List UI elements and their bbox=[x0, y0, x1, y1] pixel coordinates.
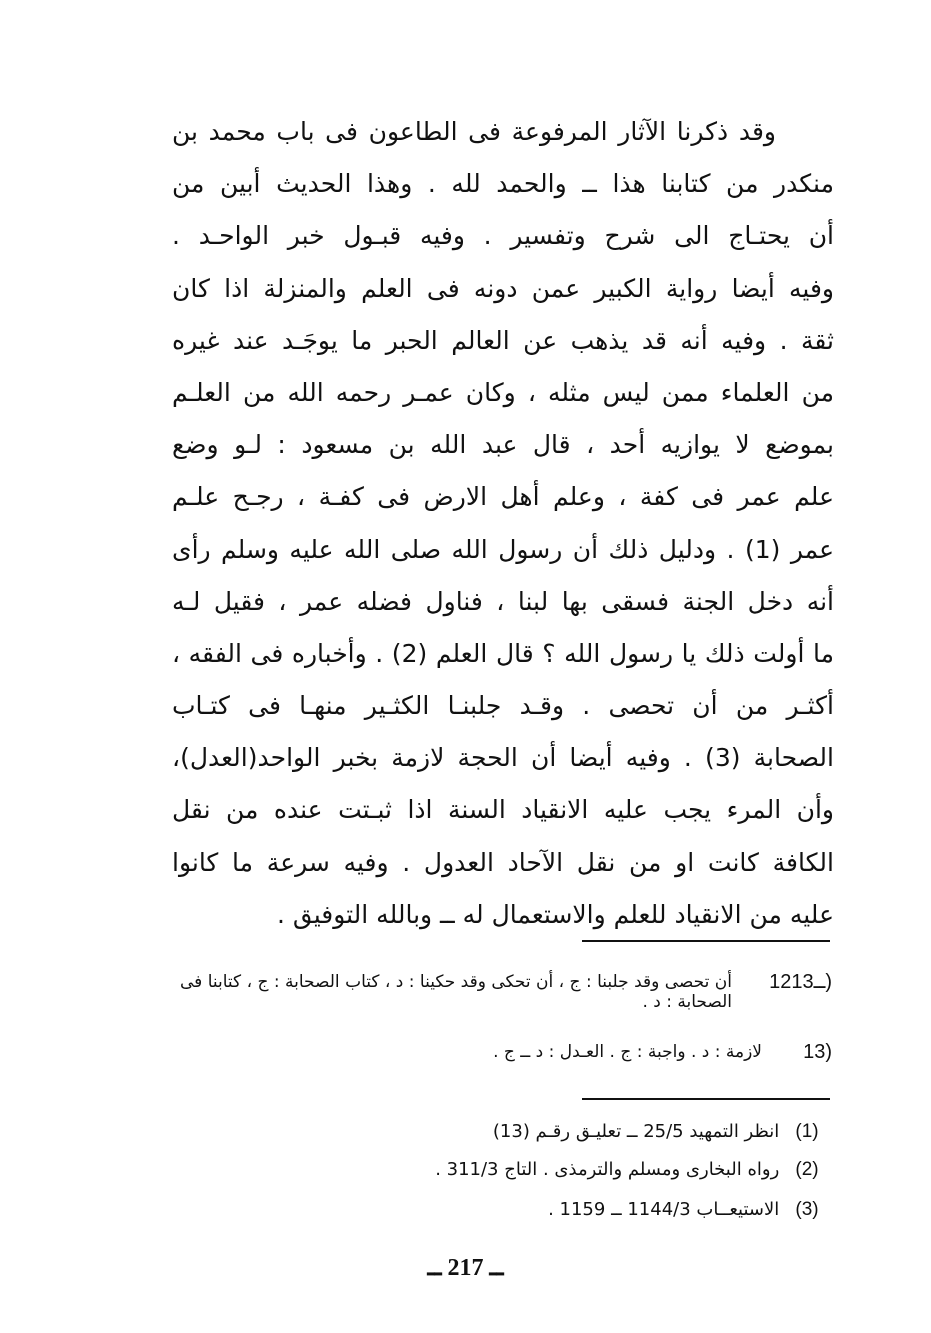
variant-notes-divider bbox=[582, 940, 830, 942]
footnote-text: الاستيعــاب 1144/3 ــ 1159 . bbox=[548, 1199, 780, 1220]
footnotes-divider bbox=[582, 1098, 830, 1100]
text-line: بموضع لا يوازيه أحد ، قال عبد الله بن مسعود : لـو وضع bbox=[172, 430, 834, 460]
variant-note-text: أن تحصى وقد جلبنا : ج ، أن تحكى وقد حكينا : د ، كتاب الصحابة : ج ، كتابنا فى الصحابة : د . bbox=[180, 972, 732, 1012]
variant-note bbox=[180, 1042, 832, 1062]
text-line: الصحابة (3) . وفيه أيضا أن الحجة لازمة بخبر الواحد(العدل)، bbox=[172, 743, 834, 773]
footnote-number: (1) bbox=[795, 1121, 819, 1142]
footnote-text: انظر التمهيد 25/5 ــ تعليـق رقـم (13) bbox=[492, 1121, 780, 1142]
page-number: ــ 217 ــ bbox=[427, 1255, 504, 1281]
text-line: من العلماء ممن ليس مثله ، وكان عمـر رحمه الله من العلـم bbox=[172, 377, 834, 407]
text-line: وفيه أيضا رواية الكبير عمن دونه فى العلم والمنزلة اذا كان bbox=[172, 273, 834, 303]
text-line: وأن المرء يجب عليه الانقياد السنة اذا ثبـتت عنده من نقل bbox=[172, 795, 834, 825]
text-line: أنه دخل الجنة فسقى بها لبنا ، فناول فضله عمر ، فقيل لـه bbox=[172, 586, 834, 616]
footnote bbox=[548, 1198, 829, 1222]
footnote-number: (2) bbox=[795, 1159, 819, 1180]
footnote-number: (3) bbox=[795, 1199, 819, 1220]
variant-note bbox=[180, 972, 832, 1012]
variant-note-number: 12ــ13) bbox=[769, 971, 832, 993]
main-text bbox=[172, 106, 834, 941]
variant-note-text: لازمة : د . واجبة : ج . العـدل : د ــ ج . bbox=[493, 1042, 762, 1062]
footnote bbox=[493, 1120, 829, 1144]
text-line: ثقة . وفيه أنه قد يذهب عن العالم الحبر ما يوجَـد عند غيره bbox=[172, 325, 834, 355]
text-line: عليه من الانقياد للعلم والاستعمال له ــ وبالله التوفيق . bbox=[276, 899, 834, 929]
text-line: أن يحتـاج الى شرح وتفسير . وفيه قبـول خبر الواحـد . bbox=[172, 221, 834, 251]
variant-note-number: 13) bbox=[803, 1041, 832, 1063]
text-line: علم عمر فى كفة ، وعلم أهل الارض فى كفـة ، رجـح علـم bbox=[172, 482, 834, 512]
text-line: ما أولت ذلك يا رسول الله ؟ قال العلم (2) . وأخباره فى الفقه ، bbox=[172, 638, 834, 668]
text-line: أكثـر من أن تحصى . وقـد جلبنـا الكثـير منهـا فى كتـاب bbox=[172, 691, 834, 721]
footnote-text: رواه البخارى ومسلم والترمذى . التاج 311/3 . bbox=[435, 1159, 780, 1180]
text-line: الكافة كانت او من نقل الآحاد العدول . وفيه سرعة ما كانوا bbox=[172, 847, 834, 877]
text-line: وقد ذكرنا الآثار المرفوعة فى الطاعون فى باب محمد بن bbox=[172, 117, 776, 146]
text-line: عمر (1) . ودليل ذلك أن رسول الله صلى الله عليه وسلم رأى bbox=[172, 534, 834, 564]
footnote bbox=[435, 1158, 829, 1182]
text-line: منكدر من كتابنا هذا ــ والحمد لله . وهذا الحديث أبين من bbox=[172, 169, 834, 199]
